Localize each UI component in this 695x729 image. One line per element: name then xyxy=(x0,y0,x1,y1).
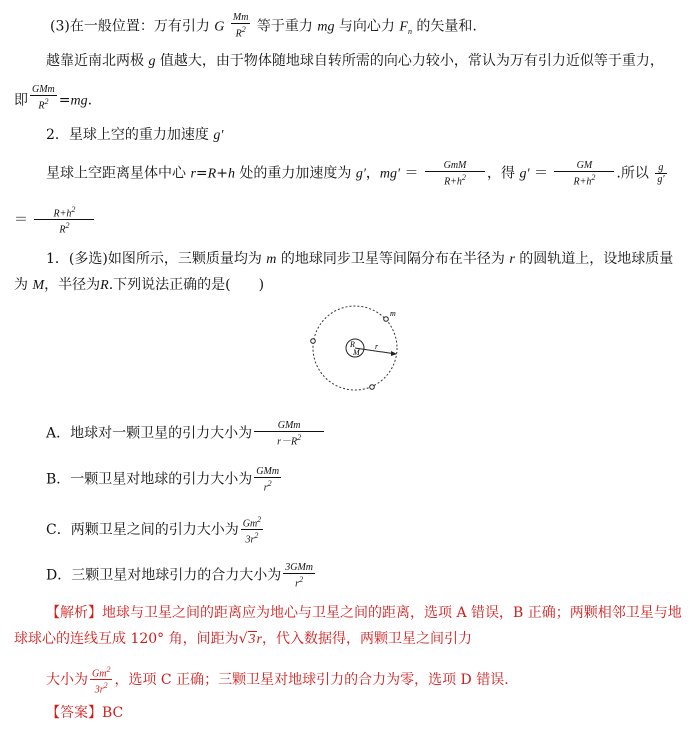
para-ratio xyxy=(14,204,96,236)
option-text: D．三颗卫星对地球引力的合力大小为 xyxy=(46,567,282,584)
frac-den xyxy=(30,96,57,111)
option-a xyxy=(46,420,326,447)
text: ，半径为 xyxy=(44,277,101,293)
frac-num: Mm xyxy=(232,12,249,23)
frac-den-expr: R+h xyxy=(444,176,462,188)
para-general-position xyxy=(50,12,477,41)
equals: = xyxy=(58,92,71,109)
symbol-mg-prime: mg′ xyxy=(379,166,401,182)
frac-den xyxy=(90,680,112,695)
frac-num: GMm xyxy=(32,84,55,95)
frac-num-expr: R+h xyxy=(53,208,72,220)
text: 星球上空距离星体中心 xyxy=(46,165,186,182)
text: .所以 xyxy=(616,165,649,182)
analysis-line1 xyxy=(46,604,682,622)
answer-value: BC xyxy=(102,705,124,721)
fraction xyxy=(241,514,263,546)
analysis-text: ，代入数据得，两颗卫星之间引力 xyxy=(262,631,472,647)
frac-den xyxy=(231,24,251,39)
symbol-m: m xyxy=(266,252,277,267)
text: (3)在一般位置：万有引力 xyxy=(50,18,210,35)
symbol-G: G xyxy=(214,19,225,35)
option-b xyxy=(46,466,283,493)
text: 处的重力加速度为 xyxy=(239,165,352,182)
analysis-text: ，选项 C 正确；三颗卫星对地球引力的合力为零，选项 D 错误. xyxy=(114,671,509,688)
fraction xyxy=(655,162,666,185)
frac-num: GmM xyxy=(425,160,485,172)
satellite-left xyxy=(311,339,316,344)
text: 等于重力 xyxy=(256,18,313,35)
exp-two: 2 xyxy=(461,173,466,182)
fraction xyxy=(425,160,485,187)
fraction xyxy=(554,160,614,187)
earth-label-M: M xyxy=(353,348,360,357)
option-text: C．两颗卫星之间的引力大小为 xyxy=(46,521,239,538)
answer-tag: 【答案】 xyxy=(46,705,102,721)
frac-den xyxy=(554,172,614,187)
exp-two: 2 xyxy=(297,433,302,442)
fraction xyxy=(231,12,251,39)
frac-num-expr: Gm xyxy=(242,518,258,530)
text: 与向心力 xyxy=(338,18,395,35)
symbol-g-prime: g′ xyxy=(213,128,224,143)
text: ，得 xyxy=(487,165,515,182)
satellite-top-right xyxy=(384,317,389,322)
answer-line xyxy=(46,704,123,722)
symbol-F-sub: n xyxy=(407,27,412,37)
text: 1．(多选)如图所示，三颗质量均为 xyxy=(46,251,262,267)
symbol-R: R xyxy=(207,166,217,182)
analysis-line2 xyxy=(14,630,472,649)
frac-num: 3GMm xyxy=(285,562,314,573)
frac-num xyxy=(241,514,263,530)
exp-two: 2 xyxy=(241,25,246,34)
exp-two: 2 xyxy=(103,681,108,691)
para-approx xyxy=(14,84,92,111)
frac-num: GMm xyxy=(256,466,280,477)
analysis-line3 xyxy=(46,664,509,696)
para-poles xyxy=(46,52,664,71)
frac-num: GM xyxy=(554,160,614,172)
analysis-text: 球球心的连线互成 120° 角，间距为 xyxy=(14,631,239,647)
text: 的圆轨道上，设地球质量 xyxy=(519,251,674,267)
frac-den xyxy=(283,574,315,589)
question-stem-line2 xyxy=(14,276,264,295)
analysis-text: 地球与卫星之间的距离应为地心与卫星之间的距离，选项 A 错误，B 正确；两颗相邻卫星与地 xyxy=(102,605,682,621)
radius-arrowhead xyxy=(391,351,397,356)
frac-den-var: R xyxy=(59,224,66,236)
option-text: A．地球对一颗卫星的引力大小为 xyxy=(46,425,253,442)
plus: + xyxy=(216,165,228,182)
comma: ， xyxy=(365,165,380,182)
text: 2．星球上空的重力加速度 xyxy=(46,127,209,143)
symbol-M: M xyxy=(32,278,45,293)
exp-two: 2 xyxy=(257,515,262,524)
sqrt-radicand: 3 xyxy=(248,632,256,647)
symbol-r: r xyxy=(509,252,515,267)
exp-two: 2 xyxy=(65,221,70,231)
frac-den-expr: r－R xyxy=(277,436,298,448)
symbol-r: r xyxy=(190,166,196,182)
text: . xyxy=(87,92,93,109)
frac-num: GMm xyxy=(254,420,324,432)
option-text: B．一颗卫星对地球的引力大小为 xyxy=(46,471,253,488)
symbol-r: r xyxy=(256,632,262,647)
symbol-g-prime: g′ xyxy=(519,166,530,182)
symbol-mg: mg xyxy=(70,93,88,109)
frac-den-var: r xyxy=(263,482,268,494)
symbol-F: F xyxy=(399,19,408,35)
satellite-bottom xyxy=(370,385,375,390)
frac-den xyxy=(34,220,94,235)
option-d xyxy=(46,562,317,589)
frac-den: g′ xyxy=(657,174,665,186)
sqrt-expr: √3 xyxy=(238,631,256,647)
option-c xyxy=(46,514,265,546)
exp-two: 2 xyxy=(44,97,49,106)
fraction xyxy=(254,466,281,493)
text: 的地球同步卫星等间隔分布在半径为 xyxy=(280,251,505,267)
exp-two: 2 xyxy=(71,205,76,214)
section-heading xyxy=(46,126,223,145)
frac-den-expr: 3r xyxy=(94,684,104,696)
equals: ＝ xyxy=(404,165,419,182)
text: 越靠近南北两极 xyxy=(46,53,144,69)
text: 值越大，由于物体随地球自转所需的向心力较小，常认为万有引力近似等于重力， xyxy=(159,53,664,69)
frac-den-expr: R+h xyxy=(573,176,592,188)
fraction xyxy=(34,204,94,236)
frac-den xyxy=(241,530,263,545)
exp-two: 2 xyxy=(267,479,272,488)
symbol-g: g xyxy=(148,54,156,69)
frac-den xyxy=(254,478,281,493)
radius-label-r: r xyxy=(375,342,379,351)
satellite-label-m: m xyxy=(390,309,396,318)
analysis-tag: 【解析】 xyxy=(46,605,102,621)
frac-den xyxy=(425,172,485,187)
para-altitude xyxy=(46,160,669,187)
symbol-h: h xyxy=(227,166,235,182)
fraction xyxy=(30,84,57,111)
fraction xyxy=(254,420,324,447)
text: 的矢量和. xyxy=(416,18,477,35)
frac-num xyxy=(34,204,94,220)
symbol-g-prime: g′ xyxy=(355,166,366,182)
frac-den-expr: 3r xyxy=(245,534,255,546)
question-stem-line1 xyxy=(46,250,673,269)
exp-two: 2 xyxy=(254,531,259,541)
equals: = xyxy=(195,165,208,182)
frac-den-var: r xyxy=(295,578,300,590)
text: .下列说法正确的是( ) xyxy=(108,277,265,293)
exp-two: 2 xyxy=(299,575,304,584)
frac-den-var: R xyxy=(38,100,45,112)
analysis-text: 大小为 xyxy=(46,671,88,688)
fraction xyxy=(90,664,112,696)
frac-num xyxy=(90,664,112,680)
orbit-figure xyxy=(300,300,410,400)
equals: ＝ xyxy=(533,165,548,182)
frac-den xyxy=(254,432,324,447)
symbol-mg: mg xyxy=(317,19,335,35)
frac-num: g xyxy=(655,162,666,174)
exp-two: 2 xyxy=(106,665,111,674)
exp-two: 2 xyxy=(591,173,596,182)
equals: ＝ xyxy=(14,211,28,228)
text: 为 xyxy=(14,277,28,293)
symbol-R: R xyxy=(100,278,109,293)
text: 即 xyxy=(14,92,28,109)
frac-den-var: R xyxy=(235,28,242,40)
frac-num-expr: Gm xyxy=(92,668,107,680)
earth-label-R: R xyxy=(350,340,355,349)
fraction xyxy=(283,562,315,589)
